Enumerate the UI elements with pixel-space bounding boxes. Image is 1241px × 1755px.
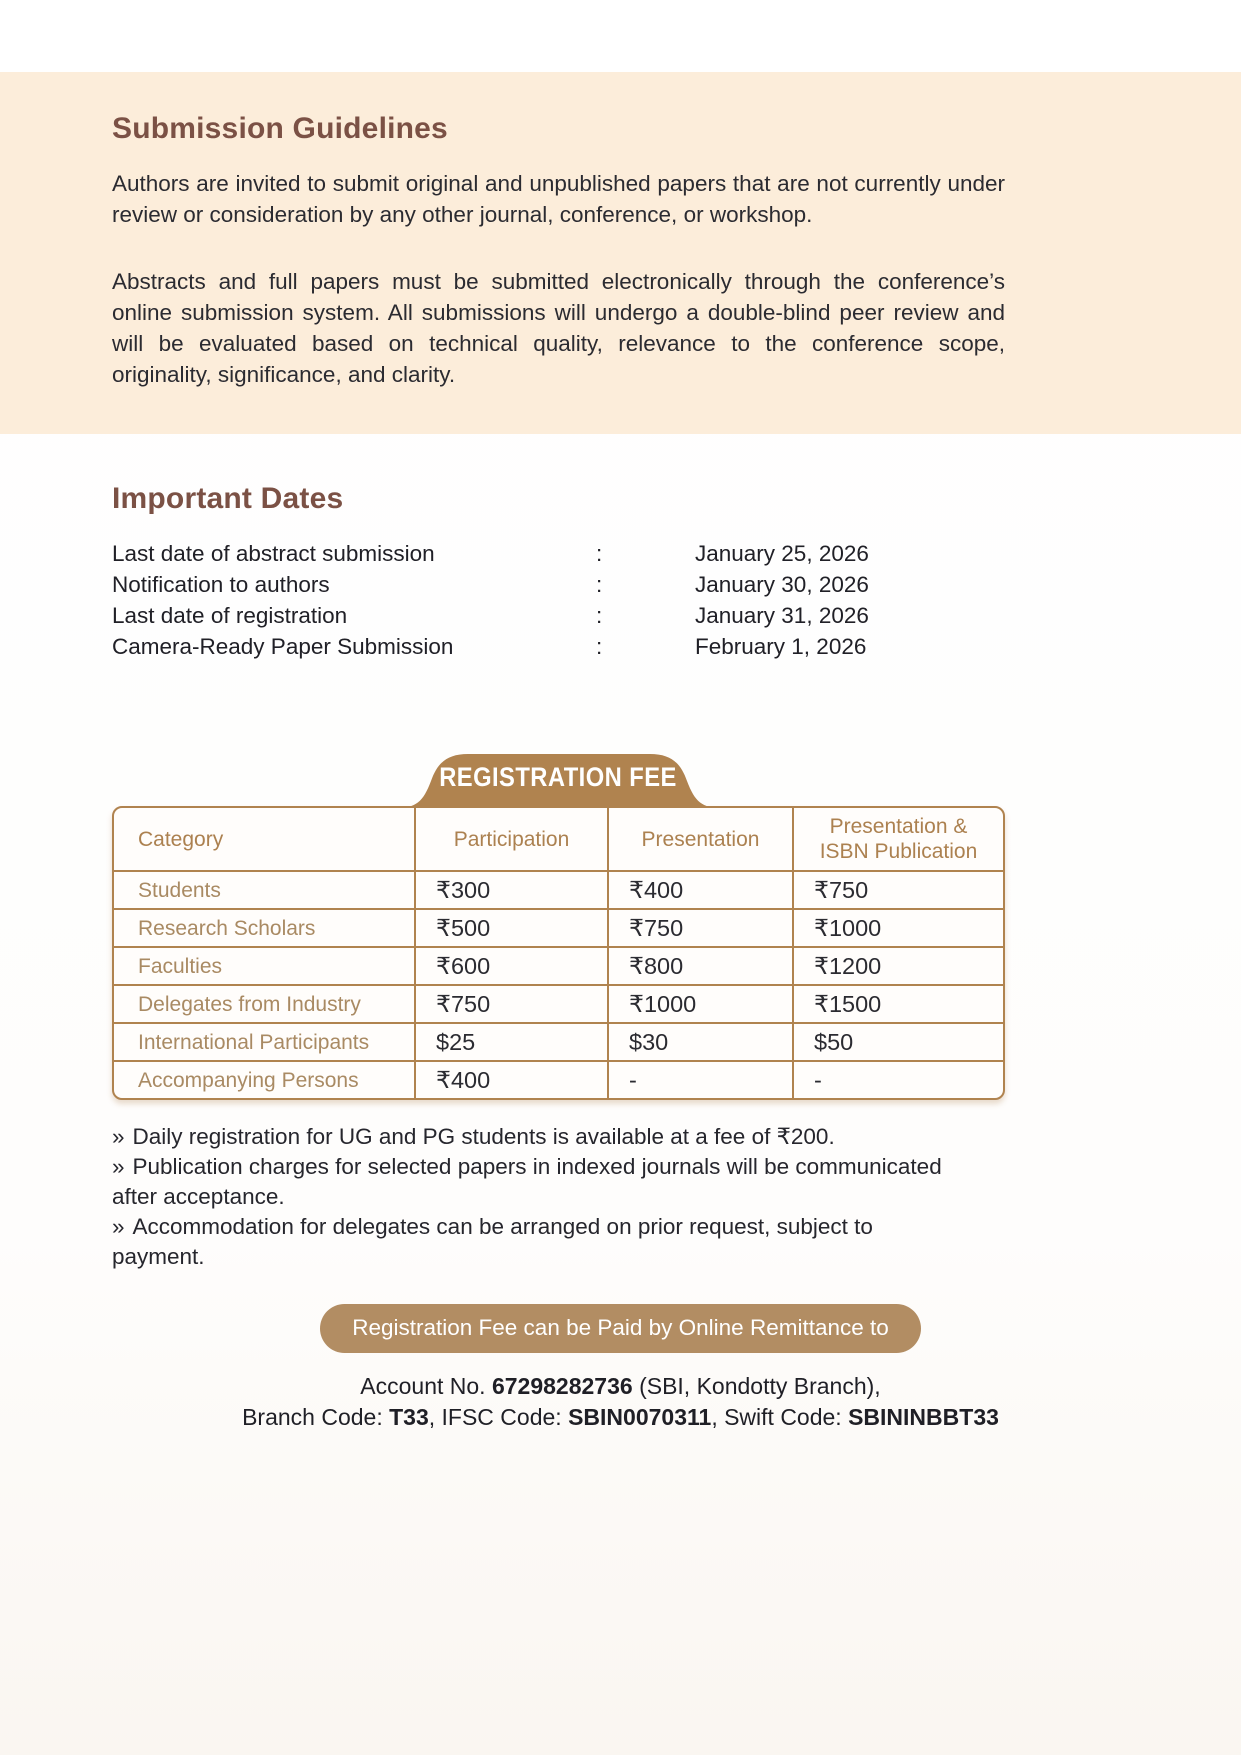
fee-table-row [114, 946, 1003, 984]
account-number: 67298282736 [491, 1373, 633, 1399]
date-separator: : [596, 634, 603, 659]
note-bullet: » [112, 1124, 125, 1149]
date-row [112, 569, 1005, 600]
date-row [112, 600, 1005, 631]
header-publication: Presentation & ISBN Publication [792, 808, 1003, 870]
important-dates-title: Important Dates [112, 482, 344, 515]
date-separator: : [596, 541, 603, 566]
submission-paragraph-2: Abstracts and full papers must be submitted electronically through the conference’s online submission system. All submissions will undergo a double-blind peer review and will be evaluated based on technical quality, relevance to the conference scope, originality, significance, and clarity. [112, 269, 1005, 387]
fee-cell: ₹500 [414, 908, 607, 946]
date-row [112, 631, 1005, 662]
fee-cell: $25 [414, 1022, 607, 1060]
category-cell: Delegates from Industry [114, 984, 414, 1022]
fee-cell: ₹400 [607, 870, 792, 908]
note-bullet: » [112, 1154, 125, 1179]
category-cell: Accompanying Persons [114, 1060, 414, 1098]
fee-cell: ₹750 [607, 908, 792, 946]
fee-cell: ₹400 [414, 1060, 607, 1098]
fee-cell: ₹1500 [792, 984, 1003, 1022]
header-presentation: Presentation [607, 808, 792, 870]
fee-cell: - [792, 1060, 1003, 1098]
important-dates-section [0, 482, 1241, 662]
note-bullet: » [112, 1214, 125, 1239]
fee-table-header-row [114, 808, 1003, 870]
registration-fee-banner-label: REGISTRATION FEE [439, 762, 678, 792]
fee-cell: ₹750 [792, 870, 1003, 908]
date-row [112, 538, 1005, 569]
account-line-1: Account No. 67298282736 (SBI, Kondotty Branch), [360, 1373, 881, 1399]
fee-cell: $50 [792, 1022, 1003, 1060]
fee-table-row [114, 908, 1003, 946]
date-label: Last date of abstract submission [112, 541, 435, 566]
date-value: January 31, 2026 [695, 603, 869, 628]
date-label: Last date of registration [112, 603, 348, 628]
fee-table-row [114, 1060, 1003, 1098]
header-category: Category [138, 827, 224, 851]
ifsc-code: SBIN0070311 [568, 1404, 712, 1430]
fee-table-row [114, 1022, 1003, 1060]
payment-pill: Registration Fee can be Paid by Online Remittance to [320, 1304, 921, 1353]
fee-cell: ₹1000 [792, 908, 1003, 946]
account-details [0, 1371, 1241, 1433]
fee-cell: ₹750 [414, 984, 607, 1022]
submission-paragraph-1: Authors are invited to submit original and unpublished papers that are not currently under review or consideration by any other journal, conference, or workshop. [112, 171, 1005, 227]
fee-table [112, 806, 1005, 1100]
category-cell: Faculties [114, 946, 414, 984]
date-label: Notification to authors [112, 572, 330, 597]
category-cell: Students [114, 870, 414, 908]
fee-cell: ₹1000 [607, 984, 792, 1022]
account-line-2: Branch Code: T33, IFSC Code: SBIN0070311, Swift Code: SBININBBT33 [242, 1404, 999, 1430]
note-text: Accommodation for delegates can be arranged on prior request, subject to payment. [112, 1214, 873, 1269]
fee-cell: - [607, 1060, 792, 1098]
header-participation: Participation [414, 808, 607, 870]
note-text: Publication charges for selected papers in indexed journals will be communicated after acceptance. [112, 1154, 942, 1209]
registration-fee-section [0, 754, 1241, 1272]
date-separator: : [596, 572, 603, 597]
fee-table-row [114, 870, 1003, 908]
date-separator: : [596, 603, 603, 628]
date-value: February 1, 2026 [695, 634, 867, 659]
date-value: January 30, 2026 [695, 572, 869, 597]
swift-code: SBININBBT33 [848, 1404, 999, 1430]
submission-guidelines-section [0, 72, 1241, 434]
branch-code: T33 [389, 1404, 429, 1430]
payment-section [0, 1304, 1241, 1433]
note-item [112, 1152, 957, 1212]
fee-cell: ₹800 [607, 946, 792, 984]
fee-table-row [114, 984, 1003, 1022]
fee-cell: $30 [607, 1022, 792, 1060]
registration-fee-banner [394, 754, 724, 808]
note-item [112, 1122, 957, 1152]
note-text: Daily registration for UG and PG students is available at a fee of ₹200. [132, 1124, 835, 1149]
date-value: January 25, 2026 [695, 541, 869, 566]
category-cell: International Participants [114, 1022, 414, 1060]
important-dates-list [112, 538, 1005, 662]
date-label: Camera-Ready Paper Submission [112, 634, 454, 659]
fee-cell: ₹600 [414, 946, 607, 984]
fee-cell: ₹300 [414, 870, 607, 908]
fee-notes [112, 1122, 957, 1272]
note-item [112, 1212, 957, 1272]
fee-cell: ₹1200 [792, 946, 1003, 984]
submission-guidelines-title: Submission Guidelines [112, 112, 448, 145]
category-cell: Research Scholars [114, 908, 414, 946]
